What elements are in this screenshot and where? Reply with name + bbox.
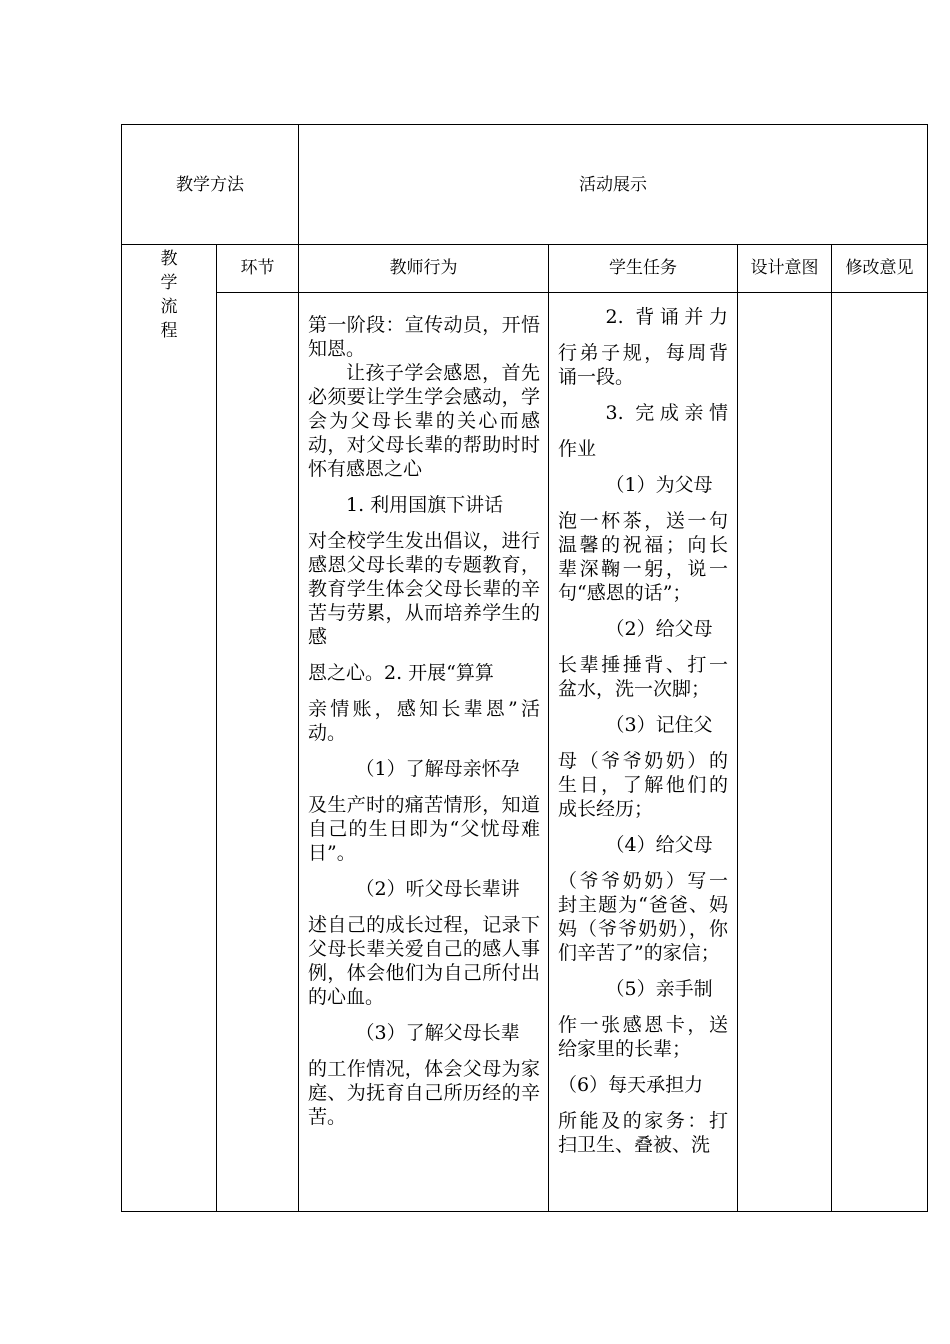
flow-label <box>157 247 181 343</box>
col-divider-flow <box>216 244 217 1211</box>
teacher-paragraph: （1）了解母亲怀孕 <box>355 758 520 780</box>
flow-label-char: 教 <box>160 249 178 269</box>
flow-label-char: 流 <box>160 297 178 317</box>
student-header: 学生任务 <box>609 258 677 278</box>
section-header: 环节 <box>240 258 275 278</box>
student-paragraph: 所能及的家务：打扫卫生、叠被、洗 <box>558 1110 728 1156</box>
student-paragraph: 作一张感恩卡，送给家里的长辈； <box>558 1014 728 1060</box>
teacher-header: 教师行为 <box>389 258 458 278</box>
student-paragraph: （2）给父母 <box>605 618 713 640</box>
lesson-plan-table <box>121 124 928 1212</box>
subheader-divider <box>216 292 927 293</box>
student-paragraph: 泡一杯茶，送一句温馨的祝福；向长辈深鞠一躬，说一句“感恩的话”； <box>558 510 728 604</box>
teacher-paragraph: 对全校学生发出倡议，进行感恩父母长辈的专题教育，教育学生体会父母长辈的辛苦与劳累，从而培养学生的感 <box>308 530 540 648</box>
col-divider-student <box>737 244 738 1211</box>
teacher-paragraph: 恩之心。2. 开展“算算 <box>308 662 494 684</box>
teacher-content <box>308 313 540 1129</box>
teacher-paragraph: （3）了解父母长辈 <box>355 1022 520 1044</box>
activity-header: 活动展示 <box>579 175 647 195</box>
teacher-paragraph: （2）听父母长辈讲 <box>355 878 520 900</box>
student-paragraph: （爷爷奶奶）写一封主题为“爸爸、妈妈（爷爷奶奶），你们辛苦了”的家信； <box>558 870 728 964</box>
student-paragraph: 2. 背诵并力 <box>605 306 728 328</box>
flow-label-char: 学 <box>160 273 178 293</box>
col-divider-design <box>831 244 832 1211</box>
teacher-paragraph: 1. 利用国旗下讲话 <box>346 494 504 516</box>
design-header: 设计意图 <box>750 258 819 278</box>
col-divider-teacher <box>548 244 549 1211</box>
teacher-paragraph: 亲情账，感知长辈恩”活动。 <box>308 698 540 744</box>
header-divider <box>122 244 927 245</box>
teacher-paragraph: 的工作情况，体会父母为家庭、为抚育自己所历经的辛苦。 <box>308 1058 540 1128</box>
student-paragraph: （6）每天承担力 <box>558 1074 704 1096</box>
student-paragraph: 母（爷爷奶奶）的生日，了解他们的成长经历； <box>558 750 728 820</box>
method-header: 教学方法 <box>176 175 244 195</box>
student-paragraph: 行弟子规，每周背诵一段。 <box>558 342 728 388</box>
teacher-paragraph: 及生产时的痛苦情形，知道自己的生日即为“父忧母难日”。 <box>308 794 540 864</box>
student-paragraph: （1）为父母 <box>605 474 713 496</box>
student-paragraph: （3）记住父 <box>605 714 713 736</box>
flow-label-char: 程 <box>160 321 178 341</box>
col-divider-section <box>298 244 299 1211</box>
student-content <box>558 305 728 1157</box>
student-paragraph: （5）亲手制 <box>605 978 713 1000</box>
teacher-stage-title: 第一阶段：宣传动员，开悟知恩。 <box>308 314 540 360</box>
teacher-paragraph: 让孩子学会感恩，首先必须要让学生学会感动，学会为父母长辈的关心而感动，对父母长辈的帮助时时怀有感恩之心 <box>308 362 540 480</box>
teacher-paragraph: 述自己的成长过程，记录下父母长辈关爱自己的感人事例，体会他们为自己所付出的心血。 <box>308 914 540 1008</box>
revise-header: 修改意见 <box>845 258 914 278</box>
student-paragraph: （4）给父母 <box>605 834 713 856</box>
student-paragraph: 作业 <box>558 438 597 460</box>
student-paragraph: 长辈捶捶背、打一盆水，洗一次脚； <box>558 654 728 700</box>
student-paragraph: 3. 完成亲情 <box>605 402 728 424</box>
